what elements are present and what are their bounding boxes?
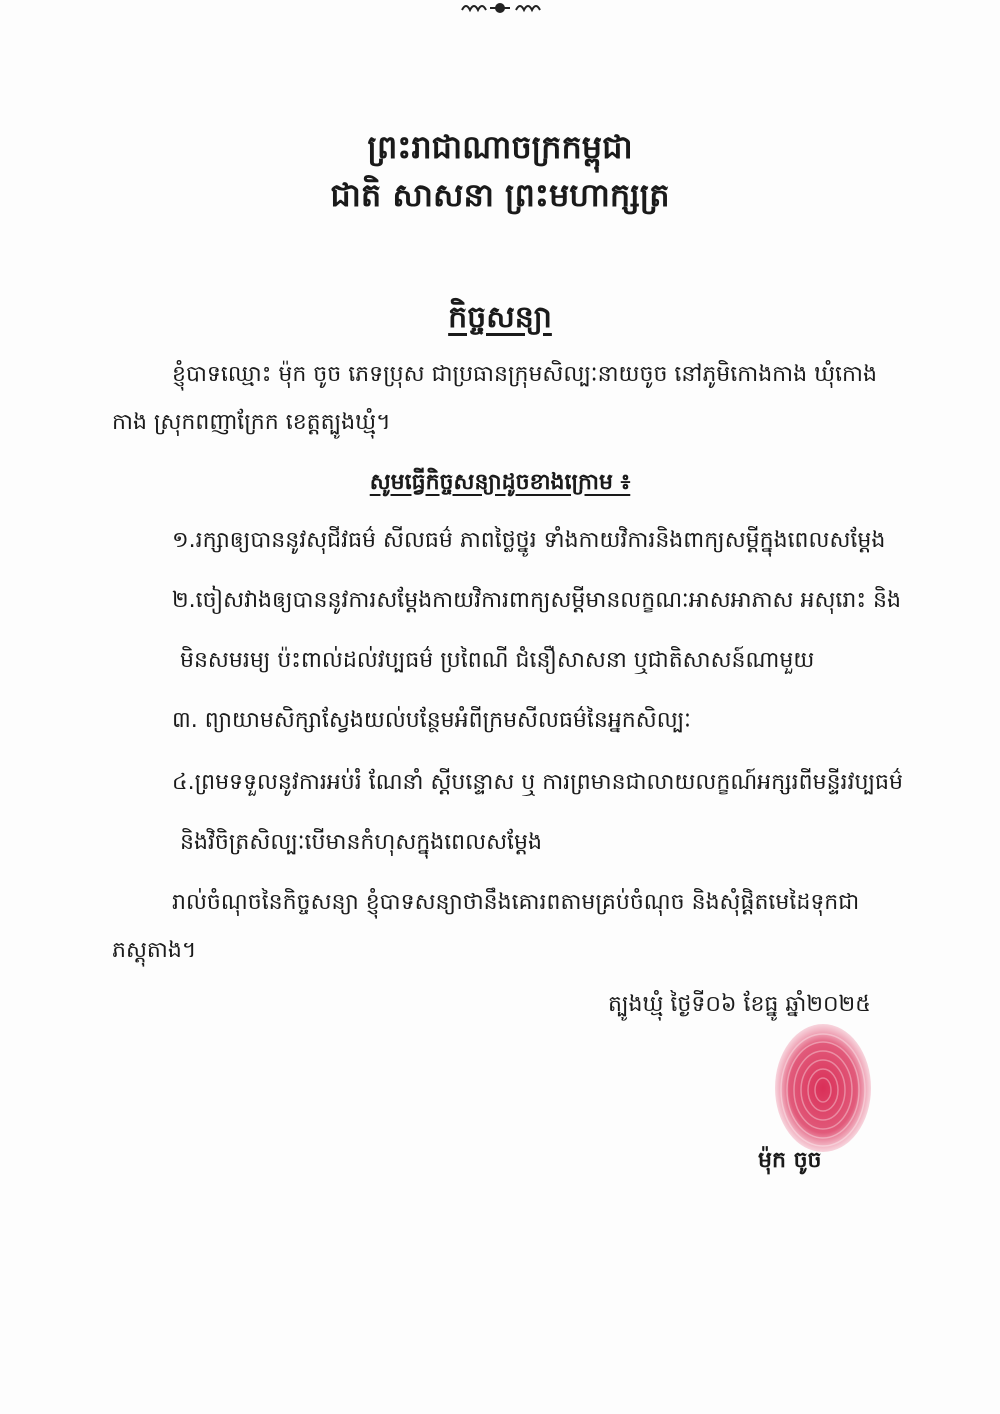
- kingdom-heading: ព្រះរាជាណាចក្រកម្ពុជា: [367, 128, 633, 166]
- agreement-item-1: ១.រក្សាឲ្យបាននូវសុជីវធម៌ សីលធម៌ ភាពថ្លៃថ្នូរ ទាំងកាយវិការនិងពាក្យសម្តីក្នុងពេលសម្តែង: [172, 528, 886, 553]
- intro-line-1: ខ្ញុំបាទឈ្មោះ ម៉ុក ចូច ភេទប្រុស ជាប្រធានក្រុមសិល្បៈនាយចូច នៅភូមិកោងកាង ឃុំកោង: [172, 362, 877, 387]
- place-and-date: ត្បូងឃ្មុំ ថ្ងៃទី០៦ ខែធ្នូ ឆ្នាំ២០២៥: [608, 992, 871, 1017]
- ornament-divider-icon: [0, 0, 1000, 16]
- agreement-item-2: ២.ចៀសវាងឲ្យបាននូវការសម្តែងកាយវិការពាក្យសម្តីមានលក្ខណៈអាសអាភាស អសុរោះ និង: [172, 588, 901, 613]
- intro-line-2: កាង ស្រុកពញាក្រែក ខេត្តត្បូងឃ្មុំ។: [112, 410, 391, 435]
- fingerprint-icon: [768, 1018, 878, 1158]
- national-motto: ជាតិ សាសនា ព្រះមហាក្សត្រ: [330, 176, 670, 214]
- signer-name: ម៉ុក ចូច: [758, 1148, 822, 1173]
- agreement-item-3: ៣. ព្យាយាមសិក្សាស្វែងយល់បន្ថែមអំពីក្រមសីលធម៌នៃអ្នកសិល្បៈ: [172, 708, 691, 733]
- closing-line-2: ភស្តុតាង។: [112, 938, 197, 963]
- agreement-item-4-continued: និងវិចិត្រសិល្បៈបើមានកំហុសក្នុងពេលសម្តែង: [180, 830, 542, 855]
- agreement-subheading: សូមធ្វើកិច្ចសន្យាដូចខាងក្រោម ៖: [369, 470, 631, 495]
- closing-line-1: រាល់ចំណុចនៃកិច្ចសន្យា ខ្ញុំបាទសន្យាថានឹងគោរពតាមគ្រប់ចំណុច និងសុំផ្តិតមេដៃទុកជា: [172, 890, 860, 915]
- agreement-item-2-continued: មិនសមរម្យ ប៉ះពាល់ដល់វប្បធម៌ ប្រពៃណី ជំនឿសាសនា ឬជាតិសាសន៍ណាមួយ: [180, 648, 815, 673]
- agreement-item-4: ៤.ព្រមទទួលនូវការអប់រំ ណែនាំ ស្តីបន្ទោស ឬ ការព្រមានជាលាយលក្ខណ៍អក្សរពីមន្ទីរវប្បធម៌: [172, 770, 903, 795]
- document-title: កិច្ចសន្យា: [448, 300, 552, 335]
